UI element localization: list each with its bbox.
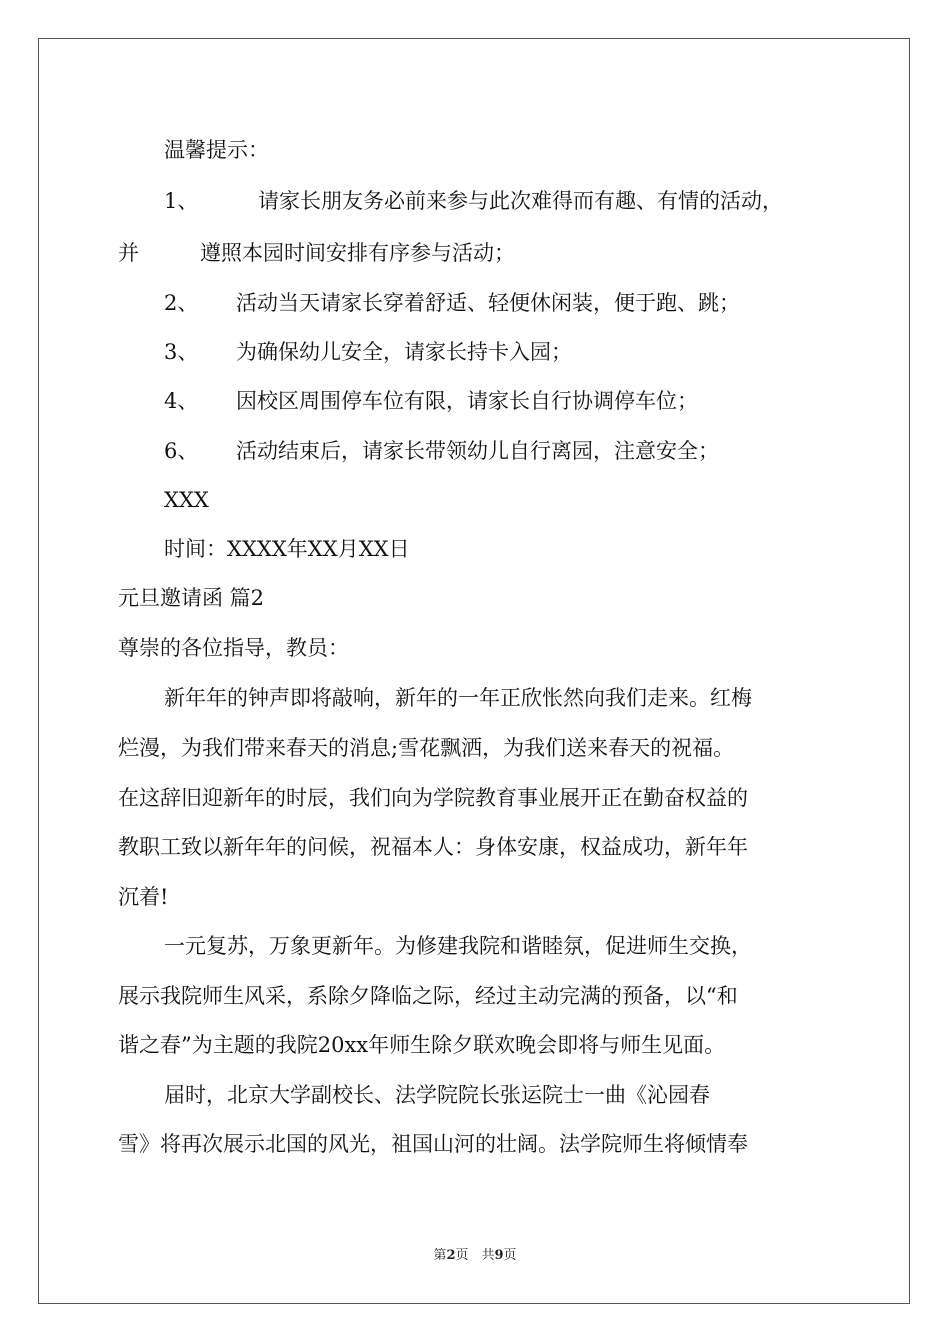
list-item-text: 请家长朋友务必前来参与此次难得而有趣、有情的活动， xyxy=(258,189,783,213)
total-page-number: 9 xyxy=(494,1248,504,1263)
paragraph-line: 教职工致以新年年的问候，祝福本人：身体安康，权益成功，新年年 xyxy=(118,835,748,859)
page-prefix: 第 xyxy=(433,1248,447,1263)
list-item-number: 1、 xyxy=(164,189,199,213)
salutation: 尊崇的各位指导，教员： xyxy=(118,636,349,660)
list-item-text: 因校区周围停车位有限，请家长自行协调停车位； xyxy=(236,389,698,413)
section-title: 元旦邀请函 篇2 xyxy=(118,586,265,610)
list-item-number: 6、 xyxy=(164,439,199,463)
list-item-text: 活动当天请家长穿着舒适、轻便休闲装，便于跑、跳； xyxy=(236,291,740,315)
paragraph-line: 谐之春”为主题的我院20xx年师生除夕联欢晚会即将与师生见面。 xyxy=(118,1033,726,1057)
list-item-number: 2、 xyxy=(164,291,199,315)
page-suffix: 页 xyxy=(503,1248,517,1263)
list-item-continuation-prefix: 并 xyxy=(118,241,139,265)
paragraph-line: 沉着! xyxy=(118,885,169,909)
signature: XXX xyxy=(164,488,209,512)
page-number-footer xyxy=(0,1248,950,1264)
list-item-text: 为确保幼儿安全，请家长持卡入园； xyxy=(236,340,572,364)
page-mid: 页 共 xyxy=(455,1248,495,1263)
current-page-number: 2 xyxy=(446,1248,456,1263)
paragraph-line: 一元复苏，万象更新年。为修建我院和谐睦氛，促进师生交换， xyxy=(164,934,752,958)
notice-heading: 温馨提示： xyxy=(164,138,269,162)
paragraph-line: 届时，北京大学副校长、法学院院长张运院士一曲《沁园春 xyxy=(164,1083,710,1107)
list-item-continuation: 遵照本园时间安排有序参与活动； xyxy=(200,241,515,265)
paragraph-line: 新年年的钟声即将敲响，新年的一年正欣怅然向我们走来。红梅 xyxy=(164,686,752,710)
list-item-text: 活动结束后，请家长带领幼儿自行离园，注意安全； xyxy=(236,439,719,463)
date-line: 时间：XXXX年XX月XX日 xyxy=(164,537,410,561)
list-item-number: 3、 xyxy=(164,340,199,364)
paragraph-line: 展示我院师生风采，系除夕降临之际，经过主动完满的预备，以“和 xyxy=(118,984,738,1008)
list-item-number: 4、 xyxy=(164,389,199,413)
paragraph-line: 在这辞旧迎新年的时辰，我们向为学院教育事业展开正在勤奋权益的 xyxy=(118,786,748,810)
page-frame xyxy=(38,38,910,1304)
paragraph-line: 雪》将再次展示北国的风光，祖国山河的壮阔。法学院师生将倾情奉 xyxy=(118,1132,748,1156)
paragraph-line: 烂漫，为我们带来春天的消息;雪花飘洒，为我们送来春天的祝福。 xyxy=(118,736,735,760)
